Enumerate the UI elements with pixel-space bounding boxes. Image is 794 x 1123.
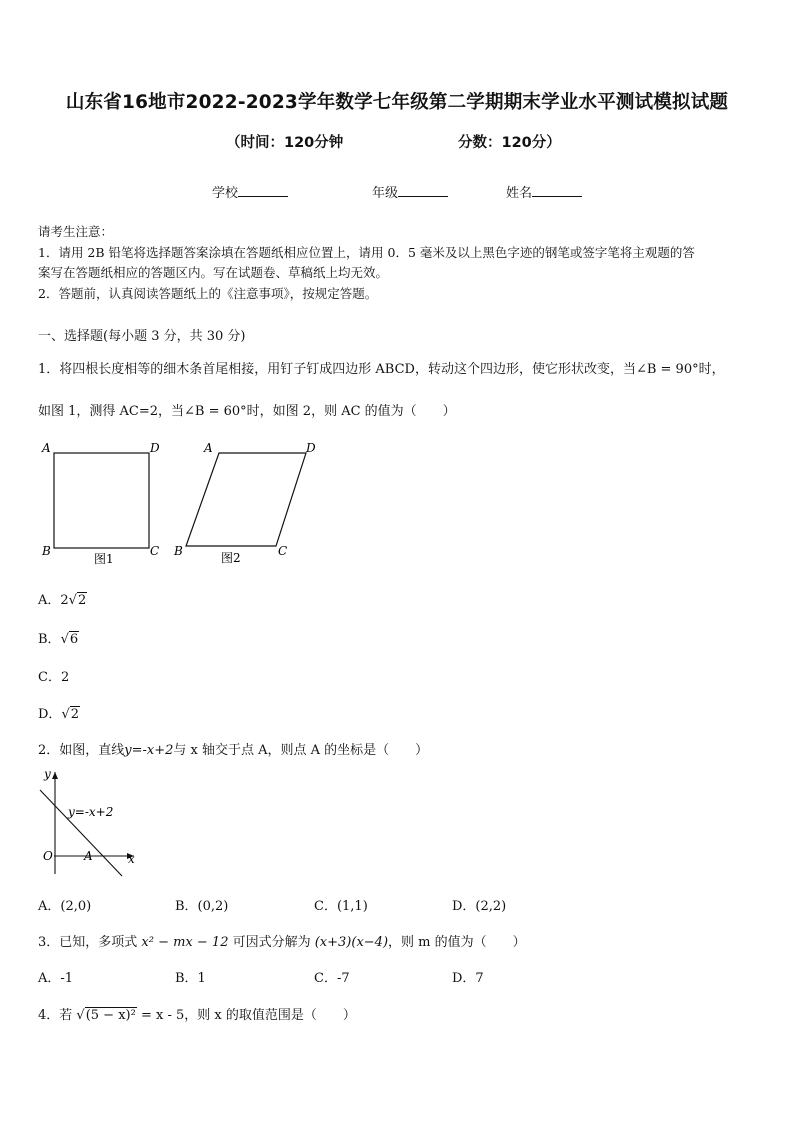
grade-field xyxy=(372,182,448,201)
fig2-label-d: D xyxy=(306,441,316,455)
exam-time: （时间：120分钟 xyxy=(226,135,344,151)
q3-option-b[interactable]: B．1 xyxy=(175,971,206,986)
name-blank xyxy=(532,184,582,197)
fig1-label-d: D xyxy=(150,441,160,455)
notice-item-1b: 案写在答题纸相应的答题区内。写在试题卷、草稿纸上均无效。 xyxy=(38,265,389,280)
fig2-parallelogram xyxy=(186,453,306,546)
fig1-label-c: C xyxy=(150,544,160,558)
school-blank xyxy=(238,184,288,197)
grade-label: 年级 xyxy=(372,186,399,201)
q3-stem: 3．已知，多项式 x² − mx − 12 可因式分解为 (x+3)(x−4)，则 m 的值为（ ） xyxy=(38,935,526,950)
grade-blank xyxy=(398,184,448,197)
notice-item-2: 2．答题前，认真阅读答题纸上的《注意事项》，按规定答题。 xyxy=(38,286,378,301)
fig1-caption: 图1 xyxy=(94,552,114,566)
q3-option-d[interactable]: D．7 xyxy=(452,971,484,986)
fig1-square xyxy=(54,453,149,548)
line-y-neg-x-plus-2 xyxy=(40,790,122,876)
school-field xyxy=(212,182,288,201)
q2-option-a[interactable]: A．(2,0) xyxy=(38,899,92,914)
q2-option-d[interactable]: D．(2,2) xyxy=(452,899,507,914)
y-axis-arrow xyxy=(52,772,58,779)
q2-option-c[interactable]: C．(1,1) xyxy=(314,899,368,914)
y-axis-label: y xyxy=(44,767,51,781)
q1-option-d[interactable]: D．√2 xyxy=(38,707,80,722)
notice-item-1a: 1．请用 2B 铅笔将选择题答案涂填在答题纸相应位置上，请用 0．5 毫米及以上黑色字迹的钢笔或签字笔将主观题的答 xyxy=(38,245,695,260)
school-label: 学校 xyxy=(212,186,239,201)
q3-polynomial: x² − mx − 12 xyxy=(141,935,229,950)
q4-radicand: (5 − x)² xyxy=(85,1008,136,1023)
q1-line-1: 1．将四根长度相等的细木条首尾相接，用钉子钉成四边形 ABCD，转动这个四边形，使它形状改变，当∠B = 90°时， xyxy=(38,362,725,377)
fig2-label-b: B xyxy=(174,544,183,558)
sqrt-symbol: √2 xyxy=(68,593,87,608)
q3-option-c[interactable]: C．-7 xyxy=(314,971,350,986)
sqrt-symbol: √6 xyxy=(60,632,79,647)
sqrt-symbol: √2 xyxy=(61,707,80,722)
notice-heading: 请考生注意： xyxy=(38,224,114,239)
x-axis-label: x xyxy=(128,852,135,866)
fig2-caption: 图2 xyxy=(221,551,241,565)
q2-equation: y=-x+2 xyxy=(124,743,174,758)
page-title: 山东省16地市2022-2023学年数学七年级第二学期期末学业水平测试模拟试题 xyxy=(65,92,729,113)
sqrt-symbol: √(5 − x)² xyxy=(76,1008,136,1023)
fig1-label-b: B xyxy=(42,544,51,558)
origin-label: O xyxy=(43,849,53,863)
q1-option-b[interactable]: B．√6 xyxy=(38,632,79,647)
q3-option-a[interactable]: A．-1 xyxy=(38,971,74,986)
fig2-label-c: C xyxy=(278,544,288,558)
line-equation-label: y=-x+2 xyxy=(68,805,114,819)
name-label: 姓名 xyxy=(506,186,533,201)
q1-option-a[interactable]: A．2√2 xyxy=(38,593,87,608)
section-heading: 一、选择题(每小题 3 分，共 30 分) xyxy=(38,329,246,344)
q4-stem: 4．若 √(5 − x)² = x - 5，则 x 的取值范围是（ ） xyxy=(38,1008,356,1023)
q2-option-b[interactable]: B．(0,2) xyxy=(175,899,229,914)
q1-option-c[interactable]: C．2 xyxy=(38,670,70,685)
q2-graph xyxy=(36,762,146,880)
q2-stem: 2．如图，直线y=-x+2与 x 轴交于点 A，则点 A 的坐标是（ ） xyxy=(38,743,429,758)
q3-factored-form: (x+3)(x−4) xyxy=(314,935,389,950)
name-field xyxy=(506,182,582,201)
exam-score: 分数：120分） xyxy=(458,135,561,151)
q1-figures xyxy=(36,436,336,572)
point-a-label: A xyxy=(84,849,93,863)
fig1-label-a: A xyxy=(42,441,51,455)
fig2-label-a: A xyxy=(204,441,213,455)
q1-line-2: 如图 1，测得 AC=2，当∠B = 60°时，如图 2，则 AC 的值为（ ） xyxy=(38,404,456,419)
